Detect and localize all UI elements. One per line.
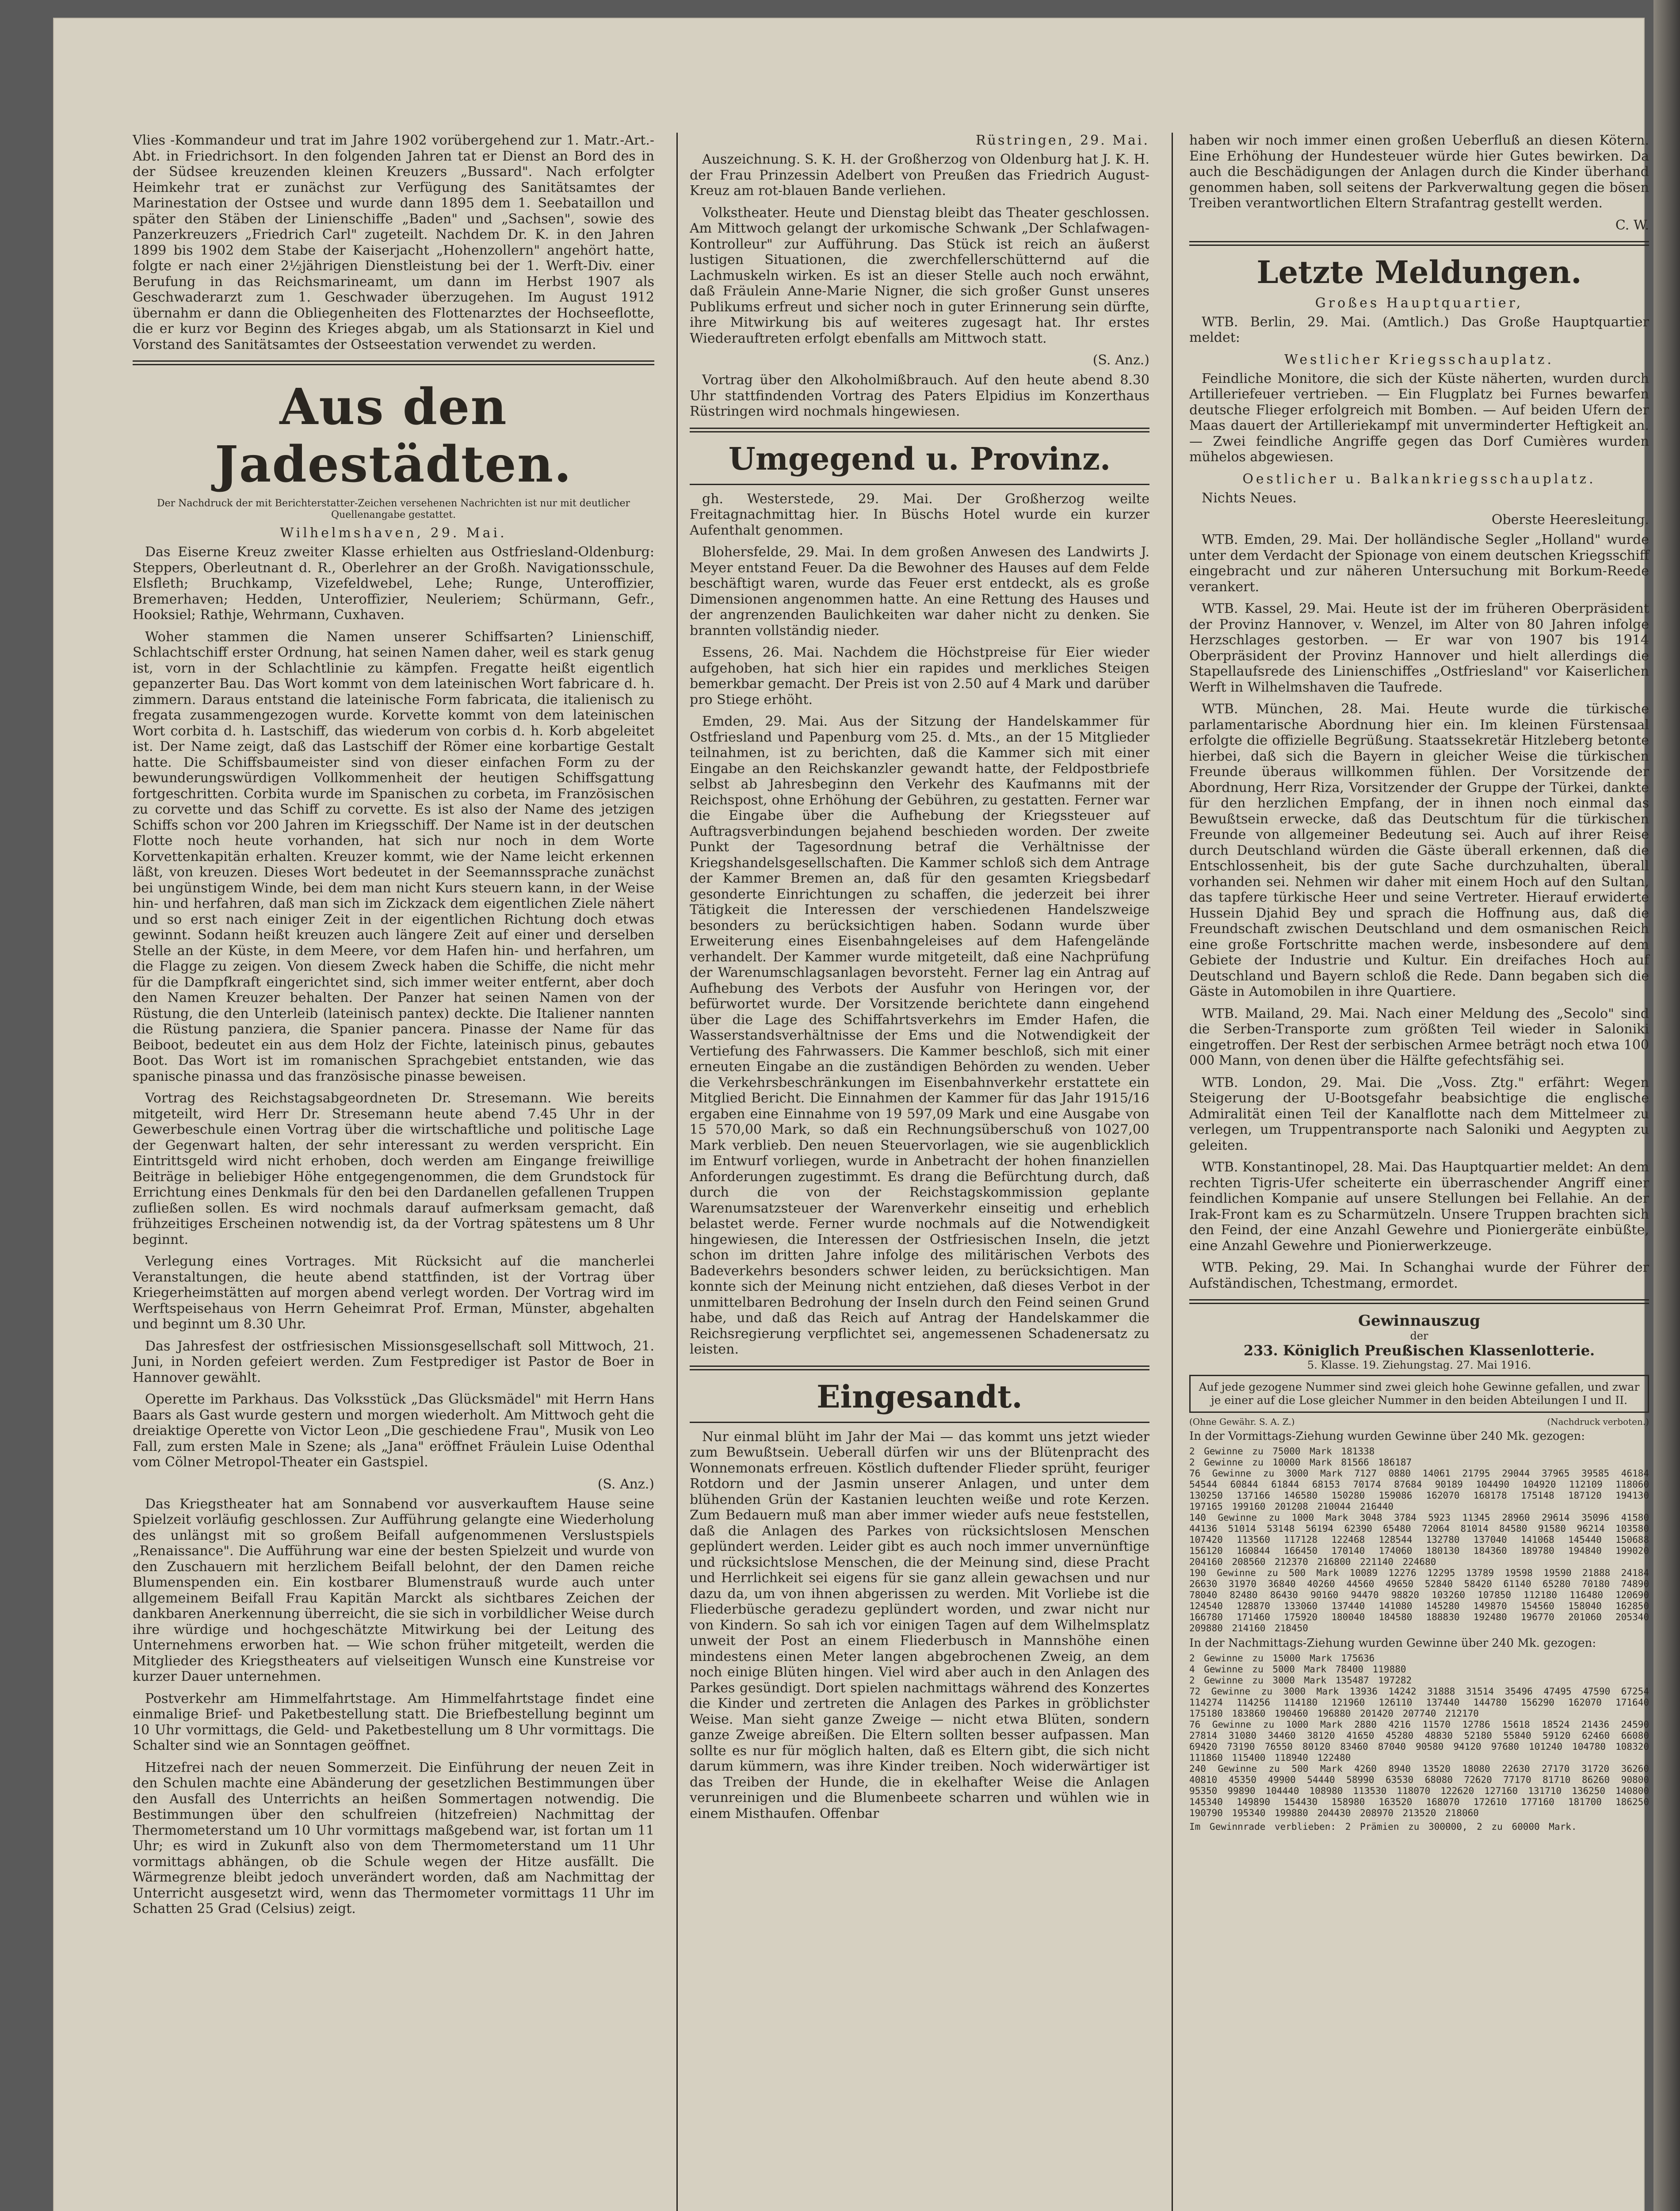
divider (690, 1366, 1149, 1370)
report-london: WTB. London, 29. Mai. Die „Voss. Ztg." erfährt: Wegen Steigerung der U-Bootsgefahr beabsichtige die englische Admiralität einen Teil der Kanalflotte nach dem Mittelmeer zu verlegen, um Truppentransporte nach Saloniki und Aegypten zu geleiten. (1189, 1075, 1649, 1153)
lottery-praemien: Im Gewinnrade verblieben: 2 Prämien zu 300000, 2 zu 60000 Mark. (1189, 1821, 1577, 1832)
article-volkstheater-signature: (S. Anz.) (1092, 352, 1149, 368)
lottery-line: 2 Gewinne zu 3000 Mark 135487 197282 (1189, 1675, 1412, 1686)
lottery-morning-head: In der Vormittags-Ziehung wurden Gewinne über 240 Mk. gezogen: (1189, 1430, 1585, 1443)
article-hundesteuer: haben wir noch immer einen großen Ueberfluß an diesen Kötern. Eine Erhöhung der Hundesteuer würde hier Gutes bewirken. Da auch die Beschädigungen der Anlagen durch die Kinder überhand genommen haben, soll seitens der Parkverwaltung gegen die bösen Treiben verantwortlichen Eltern Strafantrag gestellt werden. (1189, 133, 1649, 211)
lottery-nachdruck: (Nachdruck verboten.) (1547, 1416, 1649, 1427)
article-operette: Operette im Parkhaus. Das Volksstück „Das Glücksmädel" mit Herrn Hans Baars als Gast wurde gestern und morgen wiederholt. Am Mittwoch geht die dreiaktige Operette von Victor Leon „Die geschiedene Frau", Musik von Leo Fall, zum ersten Male in Szene; als „Jana" eröffnet Fräulein Luise Odenthal vom Cölner Metropol-Theater ein Gastspiel. (133, 1392, 654, 1470)
column-3 (1189, 133, 1649, 1832)
divider (690, 1422, 1149, 1423)
report-konstantinopel: WTB. Konstantinopel, 28. Mai. Das Hauptquartier meldet: An dem rechten Tigris-Ufer scheiterte ein überraschender Angriff einer feindlichen Kompanie auf unsere Stellungen bei Fellahie. An der Irak-Front kam es zu Scharmützeln. Unsere Truppen brachten sich den Feind, der eine Anzahl Gewehre und Pioniergeräte einbüßte, eine Anzahl Gewehre und Pionierwerkzeuge. (1189, 1159, 1649, 1254)
divider (1189, 241, 1649, 246)
article-auszeichnung: Auszeichnung. S. K. H. der Großherzog von Oldenburg hat J. K. H. der Frau Prinzessin Adelbert von Preußen das Friedrich August-Kreuz am rot-blauen Bande verliehen. (690, 152, 1149, 199)
column-1 (133, 133, 654, 1923)
lottery-afternoon-list (1189, 1653, 1649, 1819)
reprint-note: Der Nachdruck der mit Berichterstatter-Zeichen versehenen Nachrichten ist nur mit deutlicher Quellenangabe gestattet. (157, 498, 630, 520)
subhead-hauptquartier: Großes Hauptquartier, (1315, 295, 1523, 311)
section-title-jadestaedte: Aus den Jadestädten. (214, 378, 573, 493)
divider (690, 484, 1149, 485)
lottery-title: Gewinnauszug (1358, 1312, 1480, 1330)
lottery-line: 240 Gewinne zu 500 Mark 4260 8940 13520 18080 22630 27170 31720 36260 40810 45350 49900 54440 58990 63530 68080 72620 77170 81710 86260 90800 95350 99890 104440 108980 113530 118070 122620 127160 131710 136250 140800 145340 149890 154430 158980 163520 168070 172610 177160 181700 186250 190790 195340 199880 204430 208970 213520 218060 (1189, 1763, 1649, 1818)
article-hitzefrei: Hitzefrei nach der neuen Sommerzeit. Die Einführung der neuen Zeit in den Schulen machte eine Abänderung der gesetzlichen Bestimmungen über den Ausfall des Unterrichts an heißen Sommertagen notwendig. Die Bestimmungen über den schulfreien (hitzefreien) Nachmittag der Thermometerstand um 10 Uhr vormittags maßgebend war, ist fortan um 11 Uhr; es wird in Zukunft also von dem Thermometerstand um 11 Uhr vormittags abhängen, ob die Schule wegen der Hitze ausfällt. Die Wärmegrenze bleibt jedoch unverändert worden, daß am Nachmittag der Unterricht ausgesetzt wird, wenn das Thermometer vormittags 11 Uhr im Schatten 25 Grad (Celsius) zeigt. (133, 1760, 654, 1916)
article-alkohol: Vortrag über den Alkoholmißbrauch. Auf den heute abend 8.30 Uhr stattfindenden Vortrag des Paters Elpidius im Konzerthaus Rüstringen wird nochmals hingewiesen. (690, 372, 1149, 419)
section-title-eingesandt: Eingesandt. (817, 1378, 1023, 1415)
theatre-west: Westlicher Kriegsschauplatz. (1284, 352, 1554, 367)
article-missionsfest: Das Jahresfest der ostfriesischen Missionsgesellschaft soll Mittwoch, 21. Juni, in Norden gefeiert werden. Zum Festprediger ist Pastor de Boer in Hannover gewählt. (133, 1338, 654, 1385)
article-blohersfelde: Blohersfelde, 29. Mai. In dem großen Anwesen des Landwirts J. Meyer entstand Feuer. Da die Bewohner des Hauses auf dem Felde beschäftigt waren, wurde das Feuer erst entdeckt, als es große Dimensionen angenommen hatte. An eine Rettung des Hauses und der angrenzenden Baulichkeiten war daher nicht zu denken. Sie brannten vollständig nieder. (690, 544, 1149, 639)
lottery-morning-list (1189, 1446, 1649, 1634)
lottery-line: 2 Gewinne zu 10000 Mark 81566 186187 (1189, 1457, 1412, 1468)
lottery-line: 76 Gewinne zu 3000 Mark 7127 0880 14061 21795 29044 37965 39585 46184 54544 60844 61844 68153 70174 87684 90189 104490 104920 112109 118060 130250 137166 146580 150280 159086 162070 168178 175148 187120 194130 197165 199160 201208 210044 216440 (1189, 1468, 1649, 1512)
lottery-box: Auf jede gezogene Nummer sind zwei gleich hohe Gewinne gefallen, und zwar je einer auf die Lose gleicher Nummer in den beiden Abteilungen I und II. (1189, 1375, 1649, 1413)
lottery-line: 4 Gewinne zu 5000 Mark 78400 119880 (1189, 1664, 1406, 1675)
column-rule-2 (1172, 133, 1173, 2211)
lottery-line: 76 Gewinne zu 1000 Mark 2880 4216 11570 12786 15618 18524 21436 24590 27814 31080 34460 38120 41650 45280 48830 52180 55840 59120 62460 66080 69420 73190 76550 80120 83460 87040 90580 94120 97680 101240 104780 108320 111860 115400 118940 122480 (1189, 1719, 1649, 1763)
report-peking: WTB. Peking, 29. Mai. In Schanghai wurde der Führer der Aufständischen, Tchestmang, ermordet. (1189, 1260, 1649, 1291)
lottery-line: 72 Gewinne zu 3000 Mark 13936 14242 31888 31514 35496 47495 47590 67254 114274 114256 114180 121960 126110 137440 144780 156290 162070 171640 175180 183860 190460 196880 201420 207740 212170 (1189, 1686, 1649, 1719)
lottery-line: 190 Gewinne zu 500 Mark 10089 12276 12295 13789 19598 19590 21888 24184 26630 31970 36840 40260 44560 49650 52840 58420 61140 65280 70180 74890 78040 82480 86430 90160 94470 98820 103260 107850 112180 116480 120690 124540 128870 133060 137440 141080 145280 149870 154560 158040 162850 166780 171460 175920 180040 184580 188830 192480 196770 201060 205340 209880 214160 218450 (1189, 1568, 1649, 1633)
lottery-ohne-gewaehr: (Ohne Gewähr. S. A. Z.) (1189, 1416, 1295, 1427)
theatre-east: Oestlicher u. Balkankriegsschauplatz. (1242, 471, 1596, 487)
report-berlin-head: WTB. Berlin, 29. Mai. (Amtlich.) Das Große Hauptquartier meldet: (1189, 314, 1649, 345)
report-muenchen: WTB. München, 28. Mai. Heute wurde die türkische parlamentarische Abordnung hier ein. Im kleinen Fürstensaal erfolgte die offizielle Begrüßung. Staatssekretär Hitzleberg betonte hierbei, daß sich die Bayern in gleicher Weise die türkischen Freunde überaus willkommen fühlen. Der Vorsitzende der Abordnung, Herr Riza, Vorsitzender der Gruppe der Türkei, dankte für den herzlichen Empfang, der in ihnen noch einmal das Bewußtsein erwecke, daß das Deutschtum für die türkischen Freunde von allgemeiner Bedeutung sei. Auch auf ihrer Reise durch Deutschland würden die Gäste überall erkennen, daß die Entschlossenheit, bis der gute Sache durchzuhalten, überall vorhanden sei. Nehmen wir daher mit einem Hoch auf den Sultan, das tapfere türkische Heer und seine Vertreter. Hierauf erwiderte Hussein Djahid Bey und sprach die Hoffnung aus, daß die Freundschaft zwischen Deutschland und dem osmanischen Reich eine große Fortschritte machen werde, insbesondere auf dem Gebiete der Industrie und Kultur. Ein dreifaches Hoch auf Deutschland und Bayern schloß die Rede. Dann begaben sich die Gäste in Automobilen in ihre Quartiere. (1189, 701, 1649, 999)
divider (1189, 1299, 1649, 1304)
lottery-line: 2 Gewinne zu 15000 Mark 175636 (1189, 1653, 1375, 1664)
divider (133, 360, 654, 365)
report-signature: Oberste Heeresleitung. (1491, 512, 1649, 528)
article-esens: Essens, 26. Mai. Nachdem die Höchstpreise für Eier wieder aufgehoben, hat sich hier ein rapides und merkliches Steigen bemerkbar gemacht. Der Preis ist von 2.50 auf 4 Mark und darüber pro Stiege erhöht. (690, 645, 1149, 708)
report-west: Feindliche Monitore, die sich der Küste näherten, wurden durch Artilleriefeuer vertrieben. — Ein Flugplatz bei Furnes bewarfen deutsche Flieger erfolgreich mit Bomben. — Auf beiden Ufern der Maas dauert der Artilleriekampf mit unverminderter Heftigkeit an. — Zwei feindliche Angriffe gegen das Dorf Cumières wurden mühelos abgewiesen. (1189, 371, 1649, 465)
lottery-afternoon-head: In der Nachmittags-Ziehung wurden Gewinne über 240 Mk. gezogen: (1189, 1637, 1596, 1650)
article-naval-doctor: Vlies -Kommandeur und trat im Jahre 1902 vorübergehend zur 1. Matr.-Art.-Abt. in Friedrichsort. In den folgenden Jahren tat er Dienst an Bord des in der Südsee kreuzenden kleinen Kreuzers „Bussard". Nach erfolgter Heimkehr trat er zunächst zur Verfügung des Sanitätsamtes der Marinestation der Ostsee und wurde dann 1895 dem 1. Seebataillon und später den Stäben der Linienschiffe „Baden" und „Sachsen", sowie des Panzerkreuzers „Friedrich Carl" zugeteilt. Nachdem Dr. K. in den Jahren 1899 bis 1902 dem Stabe der Kaiserjacht „Hohenzollern" angehört hatte, folgte er nach einer 2½jährigen Dienstleistung bei der 1. Werft-Div. einer Berufung in das Reichsmarineamt, um dann im Herbst 1907 als Geschwaderarzt zum 1. Geschwader überzugehen. Im August 1912 übernahm er dann die Obliegenheiten des Flottenarztes der Hochseeflotte, die er kurz vor Beginn des Krieges abgab, um als Stationsarzt in Kiel und Vorstand des Sanitätsamtes der Ostseestation verwendet zu werden. (133, 133, 654, 352)
lottery-notes (1189, 1416, 1649, 1427)
article-volkstheater: Volkstheater. Heute und Dienstag bleibt das Theater geschlossen. Am Mittwoch gelangt der urkomische Schwank „Der Schlafwagen-Kontrolleur" zur Aufführung. Das Stück ist reich an äußerst lustigen Situationen, die zwerchfellerschütternd auf die Lachmuskeln wirken. Es ist an dieser Stelle auch noch erwähnt, daß Fräulein Anne-Marie Nigner, die sich großer Gunst unseres Publikums erfreut und sicher noch in guter Erinnerung sein dürfte, ihre Mitwirkung bis auf weiteres zugesagt hat. Ihr erstes Wiederauftreten erfolgt ebenfalls am Mittwoch statt. (690, 205, 1149, 346)
column-rule-1 (676, 133, 678, 2211)
article-westerstede: gh. Westerstede, 29. Mai. Der Großherzog weilte Freitagnachmittag hier. In Büschs Hotel wurde ein kurzer Aufenthalt genommen. (690, 491, 1149, 538)
article-eisernes-kreuz: Das Eiserne Kreuz zweiter Klasse erhielten aus Ostfriesland-Oldenburg: Steppers, Oberleutnant d. R., Oberlehrer an der Großh. Navigationsschule, Elsfleth; Bruchkamp, Vizefeldwebel, Lehe; Runge, Unteroffizier, Bremerhaven; Hedden, Unteroffizier, Neuleriem; Schürmann, Gefr., Hooksiel; Rathje, Wehrmann, Cuxhaven. (133, 544, 654, 623)
lottery-sub2: 233. Königlich Preußischen Klassenlotterie. (1243, 1342, 1595, 1359)
report-emden: WTB. Emden, 29. Mai. Der holländische Segler „Holland" wurde unter dem Verdacht der Spionage von einem deutschen Kriegsschiff eingebracht und zur näheren Untersuchung mit Borkum-Reede verankert. (1189, 532, 1649, 595)
article-emden-handelskammer: Emden, 29. Mai. Aus der Sitzung der Handelskammer für Ostfriesland und Papenburg vom 25. d. Mts., an der 15 Mitglieder teilnahmen, ist zu berichten, daß die Kammer sich mit einer Eingabe an den Reichskanzler gewandt hatte, der Feldpostbriefe selbst ab Jahresbeginn den Verkehr des Kaufmanns mit der Reichspost, ohne Erhöhung der Gebühren, zu gestatten. Ferner war die Eingabe über die Aufhebung der Kriegssteuer auf Auftragsverbindungen bejahend beschieden worden. Der zweite Punkt der Tagesordnung betraf die Verhältnisse der Kriegshandelsgesellschaften. Die Kammer schloß sich dem Antrage der Kammer Bremen an, daß für den gesamten Kriegsbedarf gesonderte Einrichtungen zu schaffen, die jederzeit bei ihrer Tätigkeit die Interessen der verschiedenen Handelszweige besonders zu berücksichtigen haben. Sodann wurde über Erweiterung eines Eisenbahngeleises auf dem Hafengelände verhandelt. Der Kammer wurde mitgeteilt, daß eine Nachprüfung der Warenumschlagsanlagen bevorsteht. Ferner lag ein Antrag auf Aufhebung des Verbots der Ausfuhr von Heringen vor, der befürwortet wurde. Der Vorsitzende berichtete dann eingehend über die Lage des Schiffahrtsverkehrs im Emder Hafen, die Wasserstandsverhältnisse der Ems und die Notwendigkeit der Vertiefung des Fahrwassers. Die Kammer beschloß, sich mit einer erneuten Eingabe an die zuständigen Behörden zu wenden. Ueber die Verkehrsbeschränkungen im Eisenbahnverkehr erstattete ein Mitglied Bericht. Die Einnahmen der Kammer für das Jahr 1915/16 ergaben eine Einnahme von 19 597,09 Mark und eine Ausgabe von 15 570,00 Mark, so daß ein Rechnungsüberschuß von 1027,00 Mark verblieb. Den neuen Steuervorlagen, wie sie augenblicklich im Entwurf vorliegen, wurde in Anbetracht der hohen finanziellen Anforderungen zugestimmt. Es drang die Befürchtung durch, daß durch die von der Reichstagskommission geplante Warenumsatzsteuer der Warenverkehr einseitig und erheblich belastet werde. Ferner wurde nochmals auf die Notwendigkeit hingewiesen, die Interessen der Ostfriesischen Inseln, die jetzt schon im dritten Jahre infolge des militärischen Verbots des Badeverkehrs besonders schwer leiden, zu berücksichtigen. Man konnte sich der Meinung nicht entziehen, daß dieses Verbot in der unmittelbaren Bedrohung der Inseln durch den Feind seinen Grund habe, und daß das Reich auf Antrag der Handelskammer die Reichsregierung verpflichtet sei, angemessenen Schadenersatz zu leisten. (690, 714, 1149, 1357)
article-hundesteuer-signature: C. W. (1615, 217, 1649, 233)
article-operette-signature: (S. Anz.) (597, 1476, 654, 1492)
article-vortrag-verlegung: Verlegung eines Vortrages. Mit Rücksicht auf die mancherlei Veranstaltungen, die heute abend stattfinden, ist der Vortrag über Kriegerheimstätten auf morgen abend verlegt worden. Der Vortrag wird im Werftspeisehaus von Herrn Geheimrat Prof. Erman, Münster, abgehalten und beginnt um 8.30 Uhr. (133, 1254, 654, 1332)
report-kassel: WTB. Kassel, 29. Mai. Heute ist der im früheren Oberpräsident der Provinz Hannover, v. Wenzel, im Alter von 80 Jahren infolge Herzschlages gestorben. — Er war von 1907 bis 1914 Oberpräsident der Provinz Hannover und hielt allerdings die Stapellaufsrede des Linienschiffes „Ostfriesland" vor Kaiserlichen Werft in Wilhelmshaven die Taufrede. (1189, 601, 1649, 695)
article-postverkehr: Postverkehr am Himmelfahrtstage. Am Himmelfahrtstage findet eine einmalige Brief- und Paketbestellung statt. Die Briefbestellung beginnt um 10 Uhr vormittags, die Geld- und Paketbestellung um 8 Uhr vormittags. Die Schalter sind wie an Sonntagen geöffnet. (133, 1691, 654, 1753)
report-east: Nichts Neues. (1202, 490, 1297, 506)
column-2 (690, 133, 1149, 1828)
section-title-letzte-meldungen: Letzte Meldungen. (1256, 253, 1582, 291)
dateline-ruestringen: Rüstringen, 29. Mai. (976, 133, 1149, 148)
dateline-wilhelmshaven: Wilhelmshaven, 29. Mai. (280, 525, 507, 541)
report-mailand: WTB. Mailand, 29. Mai. Nach einer Meldung des „Secolo" sind die Serben-Transporte zum größten Teil wieder in Saloniki eingetroffen. Der Rest der serbischen Armee beträgt noch etwa 100 000 Mann, von denen über die Hälfte gefechtsfähig sei. (1189, 1006, 1649, 1068)
lottery-line: 140 Gewinne zu 1000 Mark 3048 3784 5923 11345 28960 29614 35096 41580 44136 51014 53148 56194 62390 65480 72064 81014 84580 91580 96214 103580 107420 113560 117128 122468 128544 132780 137040 141068 145440 150688 156120 160844 166450 170140 174060 180130 184360 189780 194840 199020 204160 208560 212370 216800 221140 224680 (1189, 1512, 1649, 1567)
article-mai-anlagen: Nur einmal blüht im Jahr der Mai — das kommt uns jetzt wieder zum Bewußtsein. Ueberall dürfen wir uns der Blütenpracht des Wonnemonats erfreuen. Köstlich duftender Flieder sprüht, feuriger Rotdorn und der Jasmin unserer Anlagen, und unter dem blühenden Grün der Kastanien leuchten weiße und rote Kerzen. Zum Bedauern muß man aber immer wieder aufs neue feststellen, daß die Anlagen des Parkes von rücksichtslosen Menschen geplündert werden. Leider gibt es auch noch immer unvernünftige und rücksichtslose Menschen, die der Meinung sind, diese Pracht und Herrlichkeit sei eigens für sie ganz allein gewachsen und nur dazu da, um von ihnen abgerissen zu werden. Mit Vorliebe ist die Fliederbüsche geradezu geplündert worden, und zwar nicht nur von Kindern. So sah ich vor einigen Tagen auf dem Wilhelmsplatz unweit der Post an einem Fliederbusch in Mannshöhe einen mindestens einen Meter langen abgebrochenen Zweig, an dem noch einige Blüten hingen. Viel wird aber auch in den Anlagen des Parkes gesündigt. Dort spielen nachmittags während des Konzertes die Kinder und zertreten die Anlagen des Parkes in gröblichster Weise. Man sieht ganze Zweige — nicht etwa Blüten, sondern ganze Zweige abreißen. Die Eltern sollten besser aufpassen. Man sollte es nur für möglich halten, daß es Eltern gibt, die sich nicht darum kümmern, was ihre Kinder treiben. Noch widerwärtiger ist das Treiben der Hunde, die in ekelhafter Weise die Anlagen verunreinigen und die Blumenbeete scharren und wühlen wie in einem Misthaufen. Offenbar (690, 1429, 1149, 1821)
page-edge-shadow (1653, 0, 1680, 2211)
lottery-sub3: 5. Klasse. 19. Ziehungstag. 27. Mai 1916. (1307, 1359, 1531, 1371)
divider (690, 428, 1149, 432)
lottery-line: 2 Gewinne zu 75000 Mark 181338 (1189, 1446, 1375, 1457)
article-kriegstheater: Das Kriegstheater hat am Sonnabend vor ausverkauftem Hause seine Spielzeit vorläufig geschlossen. Zur Aufführung gelangte eine Wiederholung des unlängst mit so großem Beifall aufgenommenen Verslustspiels „Renaissance". Die Aufführung war eine der besten Spielzeit und wurde von den Zuschauern mit herzlichem Beifall belohnt, der den Damen reiche Blumenspenden ein. Ein kostbarer Blumenstrauß wurde auch unter allgemeinem Beifall Frau Kapitän Marckt als sichtbares Zeichen der dankbaren Anerkennung überreicht, die sie sich in vorbildlicher Weise durch ihre würdige und hochgeschätzte Mitwirkung bei der Leitung des Unternehmens erworben hat. — Wie schon früher mitgeteilt, werden die Mitglieder des Kriegstheaters auf vielseitigen Wunsch eine Kunstreise vor kurzer Dauer unternehmen. (133, 1496, 654, 1684)
article-schiffsarten: Woher stammen die Namen unserer Schiffsarten? Linienschiff, Schlachtschiff erster Ordnung, hat seinen Namen daher, weil es stark genug ist, vorn in der Schlachtlinie zu kämpfen. Fregatte heißt eigentlich gepanzerter Bau. Das Wort kommt von dem lateinischen Wort fabricare d. h. zimmern. Daraus entstand die lateinische Form fabricata, die italienisch zu fregata zusammengezogen wurde. Korvette kommt von dem lateinischen Wort corbita d. h. Lastschiff, das wiederum von corbis d. h. Korb abgeleitet ist. Der Name zeigt, daß das Lastschiff der Römer eine korbartige Gestalt hatte. Die Schiffsbaumeister sind von dieser einfachen Form zu der bewunderungswürdigen Vollkommenheit der heutigen Schiffsgattung fortgeschritten. Corbita wurde im Spanischen zu corbeta, im Französischen zu corvette und das Schiff zu corvette. Es ist also der Name des jetzigen Schiffs schon vor 200 Jahren im Kriegsschiff. Der Name ist in der deutschen Flotte noch heute vorhanden, hat sich nur noch in dem Worte Korvettenkapitän erhalten. Kreuzer kommt, wie der Name leicht erkennen läßt, von kreuzen. Dieses Wort bedeutet in der Seemannssprache zunächst bei ungünstigem Winde, bei dem man nicht Kurs steuern kann, in der Weise hin- und herfahren, daß man sich im Zickzack dem eigentlichen Ziele nähert und so erst nach einiger Zeit in der eigentlichen Richtung doch etwas gewinnt. Sodann heißt kreuzen auch längere Zeit auf einer und derselben Stelle an der Küste, in dem Meere, vor dem Hafen hin- und herfahren, um die Flagge zu zeigen. Von diesem Zweck haben die Schiffe, die nicht mehr für die Dampfkraft eingerichtet sind, sich immer weiter entfernt, aber doch den Namen Kreuzer behalten. Der Panzer hat seinen Namen von der Rüstung, die den Unterleib (lateinisch pantex) deckte. Die Italiener nannten die Rüstung panziera, die Spanier pancera. Pinasse der Name für das Beiboot, bedeutet ein aus dem Holz der Fichte, lateinisch pinus, gebautes Boot. Das Wort ist im romanischen Sprachgebiet entstanden, wie das spanische pinassa und das französische pinasse beweisen. (133, 629, 654, 1084)
section-title-umgegend: Umgegend u. Provinz. (728, 440, 1111, 477)
lottery-sub1: der (1410, 1330, 1428, 1342)
article-stresemann: Vortrag des Reichstagsabgeordneten Dr. Stresemann. Wie bereits mitgeteilt, wird Herr Dr. Stresemann heute abend 7.45 Uhr in der Gewerbeschule einen Vortrag über die wirtschaftliche und politische Lage der Gegenwart halten, der sehr interessant zu werden verspricht. Ein Eintrittsgeld wird nicht erhoben, doch werden am Eingange freiwillige Beiträge in beliebiger Höhe entgegengenommen, die dem Grundstock für Errichtung eines Denkmals für den bei den Dardanellen gefallenen Truppen zufließen sollen. Es wird nochmals darauf aufmerksam gemacht, daß frühzeitiges Erscheinen notwendig ist, da der Vortrag spätestens um 8 Uhr beginnt. (133, 1090, 654, 1247)
